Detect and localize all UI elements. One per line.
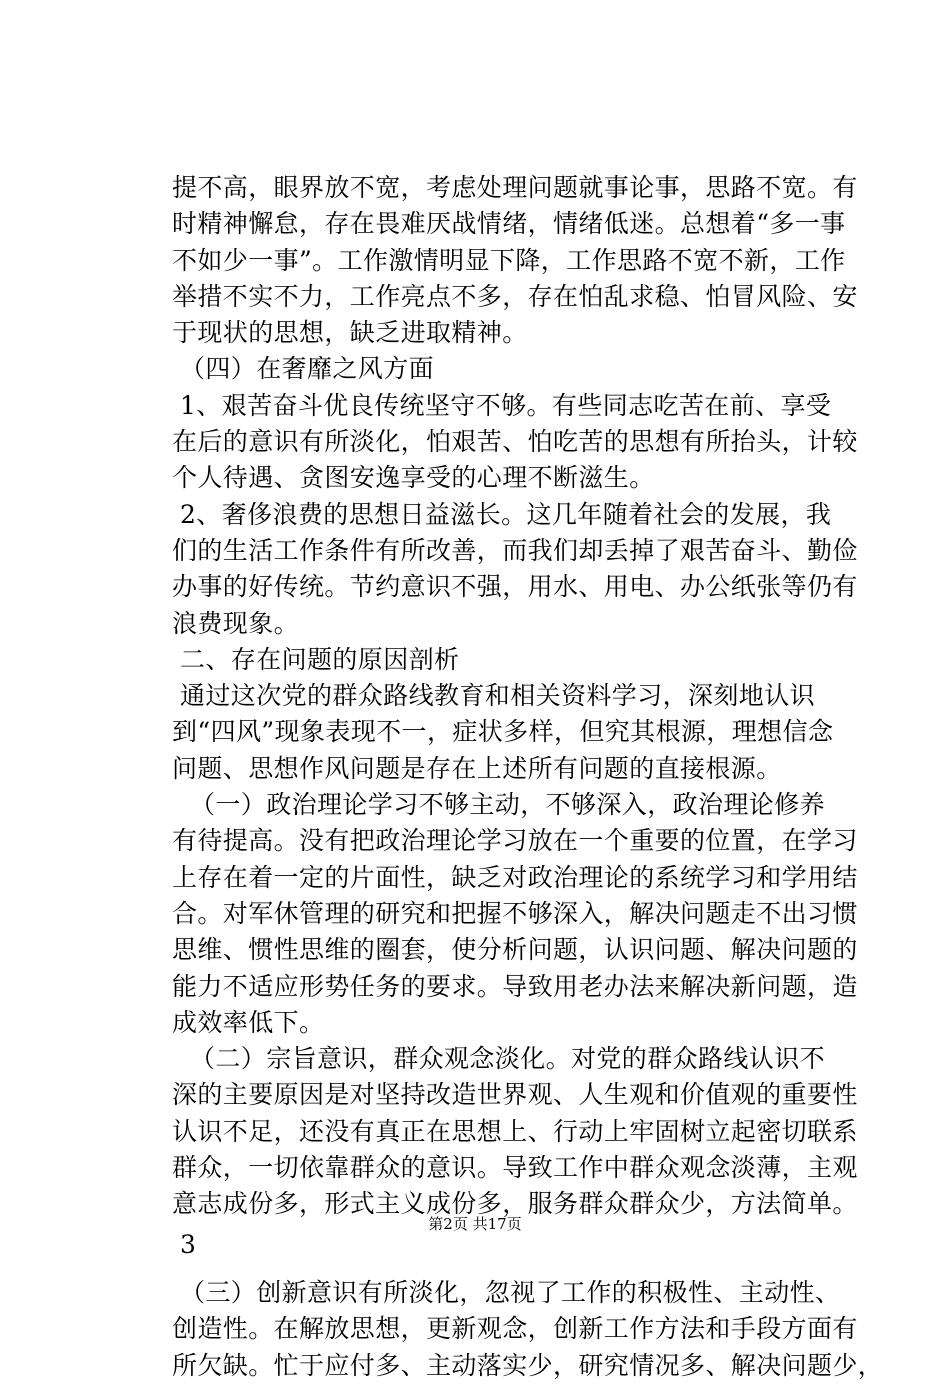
text-line: 到“四风”现象表现不一，症状多样，但究其根源，理想信念 [172,717,834,747]
text-line: 于现状的思想，缺乏进取精神。 [172,318,528,348]
text-line: 认识不足，还没有真正在思想上、行动上牢固树立起密切联系 [172,1116,858,1146]
text-line: 所欠缺。忙于应付多、主动落实少，研究情况多、解决问题少， [172,1350,884,1380]
text-line: 有待提高。没有把政治理论学习放在一个重要的位置，在学习 [172,826,858,856]
text-line: 问题、思想作风问题是存在上述所有问题的直接根源。 [172,753,782,783]
text-line: （一）政治理论学习不够主动，不够深入，政治理论修养 [190,790,826,820]
text-line: 3 [180,1229,197,1259]
text-line: 个人待遇、贪图安逸享受的心理不断滋生。 [172,463,655,493]
text-line: 意志成份多，形式主义成份多，服务群众群众少，方法简单。 [172,1189,858,1219]
page-number: 第2页 共17页 [428,1215,522,1233]
text-line: 上存在着一定的片面性，缺乏对政治理论的系统学习和学用结 [172,862,858,892]
text-line: 在后的意识有所淡化，怕艰苦、怕吃苦的思想有所抬头，计较 [172,427,858,457]
body-text [172,170,884,1384]
text-line: 们的生活工作条件有所改善，而我们却丢掉了艰苦奋斗、勤俭 [172,535,858,565]
text-line: 二、存在问题的原因剖析 [180,644,460,674]
text-line: 不如少一事”。工作激情明显下降，工作思路不宽不新，工作 [172,245,846,275]
text-line: 浪费现象。 [172,608,300,638]
text-line: 群众，一切依靠群众的意识。导致工作中群众观念淡薄，主观 [172,1153,858,1183]
text-line: 时精神懈怠，存在畏难厌战情绪，情绪低迷。总想着“多一事 [172,209,846,239]
text-line: （三）创新意识有所淡化，忽视了工作的积极性、主动性、 [180,1277,841,1307]
text-line: （四）在奢靡之风方面 [180,354,435,384]
text-line: 成效率低下。 [172,1007,325,1037]
text-line: 思维、惯性思维的圈套，使分析问题，认识问题、解决问题的 [172,935,858,965]
text-line: 能力不适应形势任务的要求。导致用老办法来解决新问题，造 [172,971,858,1001]
text-line: 提不高，眼界放不宽，考虑处理问题就事论事，思路不宽。有 [172,173,858,202]
text-line: 通过这次党的群众路线教育和相关资料学习，深刻地认识 [180,681,816,711]
text-line: 创造性。在解放思想，更新观念，创新工作方法和手段方面有 [172,1314,858,1344]
text-line: 合。对军休管理的研究和把握不够深入，解决问题走不出习惯 [172,898,858,928]
text-line: 1、艰苦奋斗优良传统坚守不够。有些同志吃苦在前、享受 [180,390,832,420]
text-line: 2、奢侈浪费的思想日益滋长。这几年随着社会的发展，我 [180,499,832,529]
text-line: 办事的好传统。节约意识不强，用水、用电、办公纸张等仍有 [172,572,858,602]
text-line: （二）宗旨意识，群众观念淡化。对党的群众路线认识不 [190,1044,826,1074]
text-line: 举措不实不力，工作亮点不多，存在怕乱求稳、怕冒风险、安 [172,281,858,311]
text-line: 深的主要原因是对坚持改造世界观、人生观和价值观的重要性 [172,1080,858,1110]
